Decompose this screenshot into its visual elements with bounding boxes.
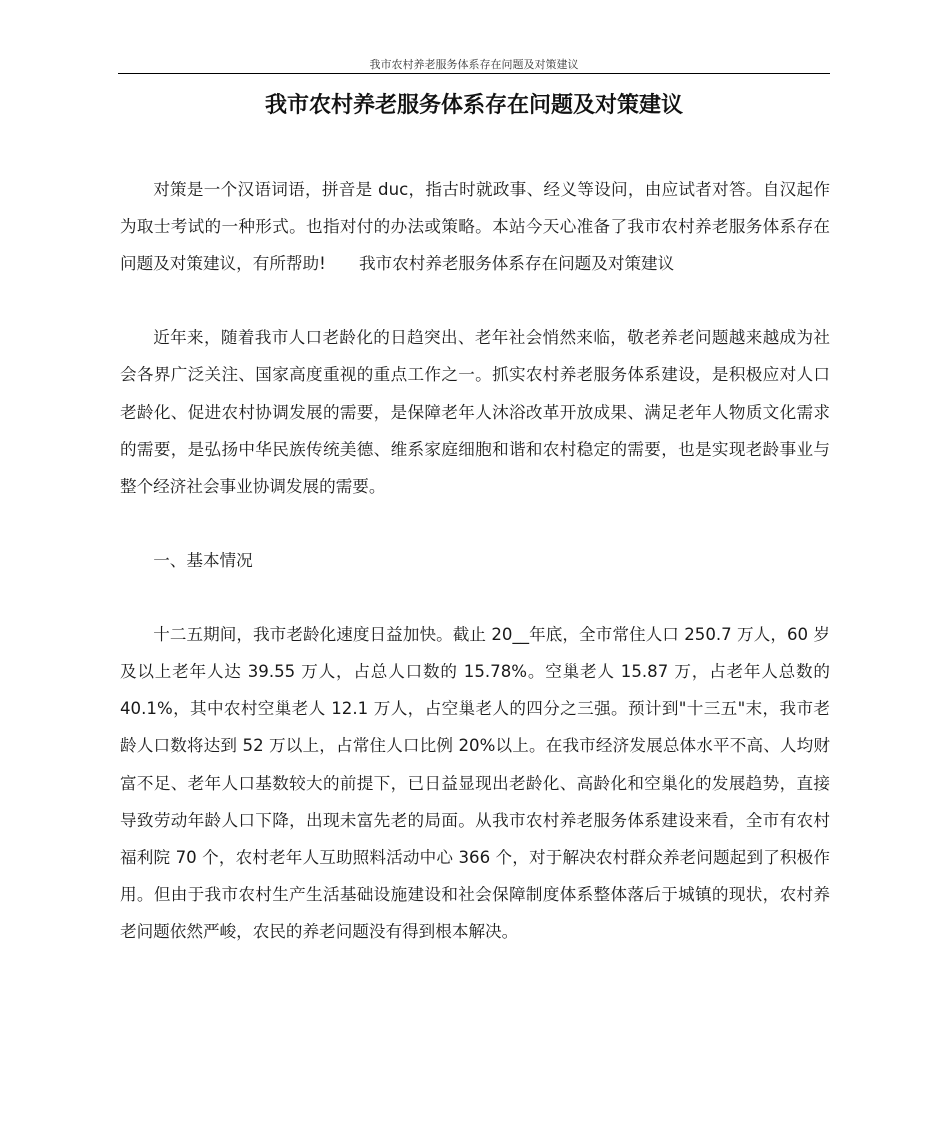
paragraph-background: 近年来，随着我市人口老龄化的日趋突出、老年社会悄然来临，敬老养老问题越来越成为社会各界广泛关注、国家高度重视的重点工作之一。抓实农村养老服务体系建设，是积极应对人口老龄化、促进农村协调发展的需要，是保障老年人沐浴改革开放成果、满足老年人物质文化需求的需要，是弘扬中华民族传统美德、维系家庭细胞和谐和农村稳定的需要，也是实现老龄事业与整个经济社会事业协调发展的需要。 [120,328,830,496]
header-rule [118,73,830,74]
document-body [120,171,830,950]
paragraph-basic-situation: 十二五期间，我市老龄化速度日益加快。截止 20__年底，全市常住人口 250.7 万人，60 岁及以上老年人达 39.55 万人，占总人口数的 15.78%。空巢老人 15.87 万，占老年人总数的 40.1%，其中农村空巢老人 12.1 万人，占空巢老人的四分之三强。预计到"十三五"末，我市老龄人口数将达到 52 万以上，占常住人口比例 20%以上。在我市经济发展总体水平不高、人均财富不足、老年人口基数较大的前提下，已日益显现出老龄化、高龄化和空巢化的发展趋势，直接导致劳动年龄人口下降，出现未富先老的局面。从我市农村养老服务体系建设来看，全市有农村福利院 70 个，农村老年人互助照料活动中心 366 个，对于解决农村群众养老问题起到了积极作用。但由于我市农村生产生活基础设施建设和社会保障制度体系整体落后于城镇的现状，农村养老问题依然严峻，农民的养老问题没有得到根本解决。 [120,625,830,941]
paragraph-intro: 对策是一个汉语词语，拼音是 duc，指古时就政事、经义等设问，由应试者对答。自汉起作为取士考试的一种形式。也指对付的办法或策略。本站今天心准备了我市农村养老服务体系存在问题及对策建议，有所帮助! 我市农村养老服务体系存在问题及对策建议 [120,180,830,274]
section-heading-basic-situation: 一、基本情况 [153,550,253,570]
running-header: 我市农村养老服务体系存在问题及对策建议 [369,58,579,71]
document-title: 我市农村养老服务体系存在问题及对策建议 [264,93,683,118]
